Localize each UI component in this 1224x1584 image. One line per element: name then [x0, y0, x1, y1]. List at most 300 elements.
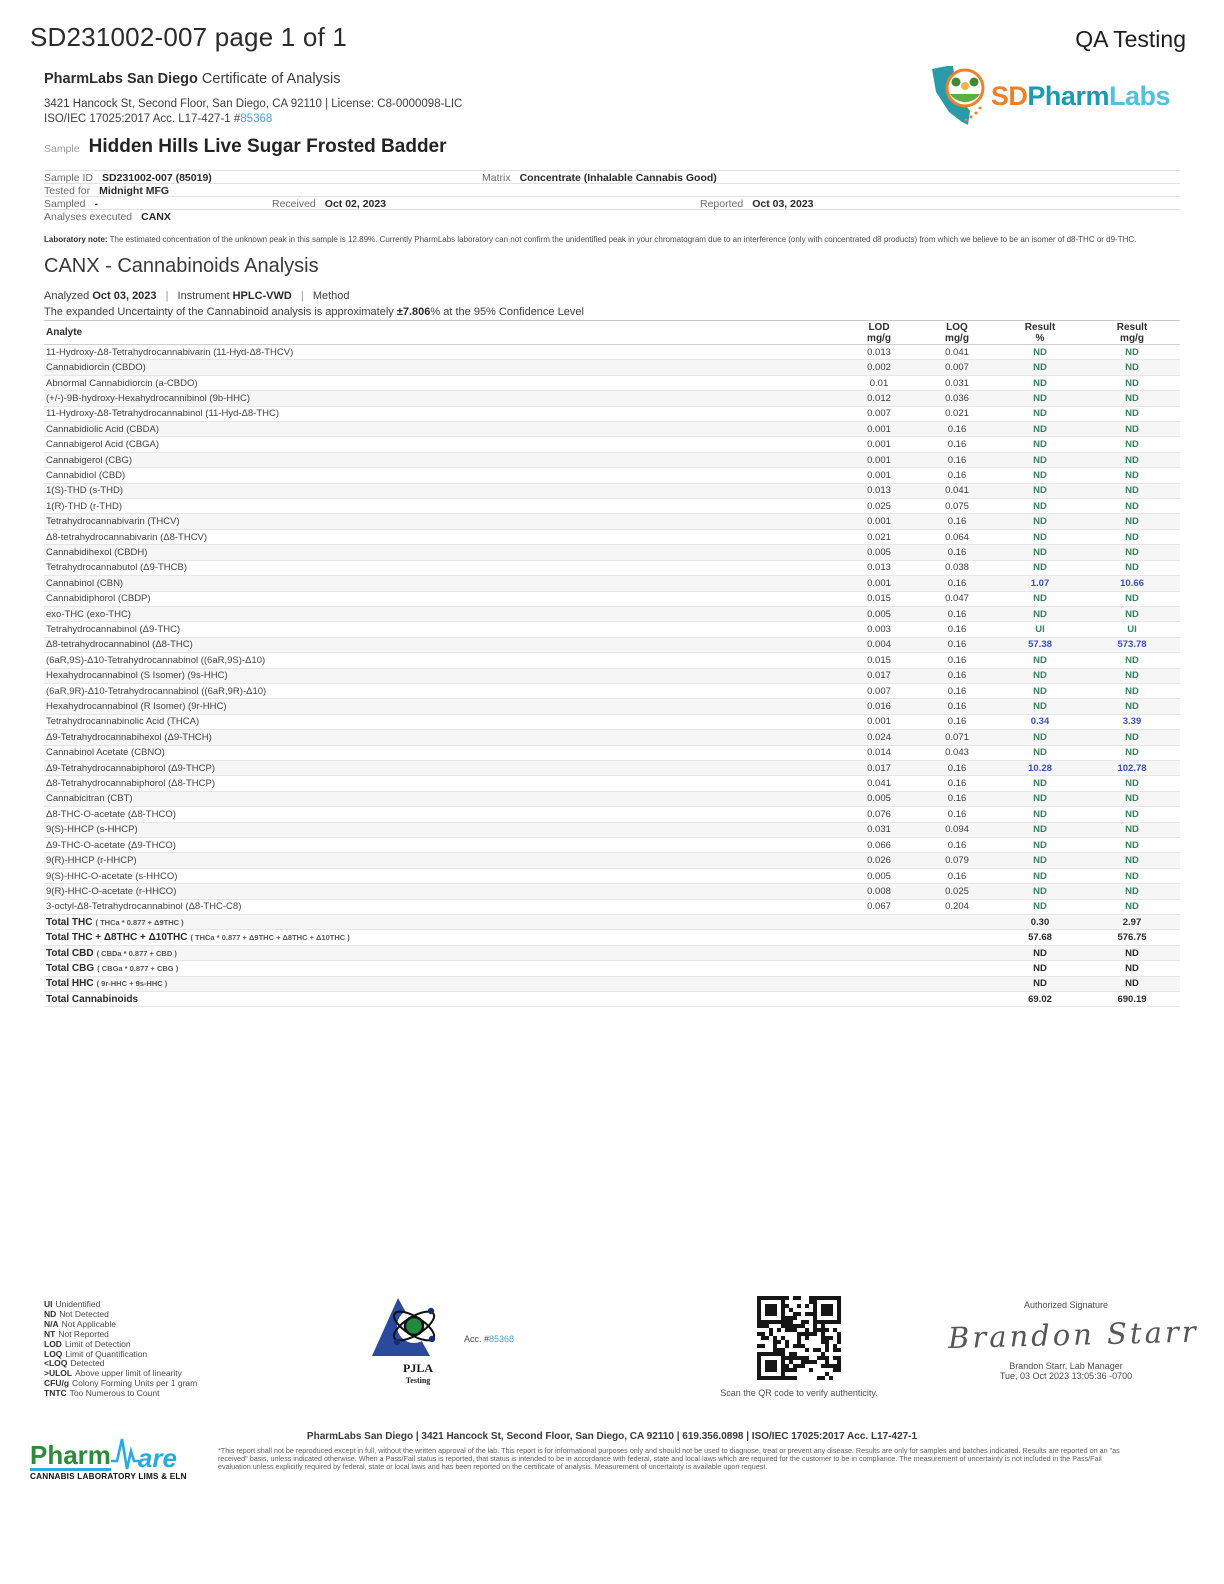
- lod-value: 0.001: [867, 439, 891, 451]
- table-row: [44, 360, 1180, 375]
- analyte-name: 9(R)-HHCP (r-HHCP): [46, 855, 137, 867]
- lod-value: 0.066: [867, 839, 891, 851]
- analyte-name: 3-octyl-Δ8-Tetrahydrocannabinol (Δ8-THC-C8): [46, 901, 242, 913]
- loq-value: 0.16: [947, 685, 967, 697]
- sampled-label: Sampled: [44, 198, 86, 210]
- result-percent: 0.30: [1030, 916, 1050, 928]
- logo-sd-text: SD: [990, 80, 1028, 111]
- table-row: [44, 761, 1180, 776]
- legend-text: Limit of Detection: [64, 1338, 131, 1349]
- lod-value: 0.067: [867, 901, 891, 913]
- pjla-accreditation-block: [360, 1296, 515, 1385]
- analysis-meta-line: [44, 289, 584, 305]
- result-mgg: ND: [1125, 824, 1139, 836]
- qr-code: [757, 1296, 841, 1380]
- pjla-logo-icon: [368, 1296, 468, 1360]
- result-percent: ND: [1033, 593, 1047, 605]
- qr-block: [718, 1296, 880, 1398]
- table-row: [44, 946, 1180, 961]
- result-percent: ND: [1033, 454, 1047, 466]
- lod-value: 0.005: [867, 608, 891, 620]
- instrument-label: Instrument: [177, 290, 230, 302]
- result-mgg: ND: [1125, 593, 1139, 605]
- separator: |: [165, 290, 169, 302]
- pjla-name: PJLA: [403, 1361, 433, 1375]
- result-mgg: ND: [1125, 947, 1139, 959]
- result-mgg: ND: [1125, 608, 1139, 620]
- lod-value: 0.015: [867, 593, 891, 605]
- result-percent: ND: [1033, 962, 1047, 974]
- doc-type-label: Certificate of Analysis: [201, 71, 341, 87]
- loq-value: 0.16: [947, 670, 967, 682]
- sample-id-value: SD231002-007 (85019): [102, 172, 212, 184]
- received-pair: [272, 199, 386, 209]
- result-mgg: ND: [1125, 701, 1139, 713]
- analyte-name: Cannabinol Acetate (CBNO): [46, 747, 165, 759]
- analyte-name: Total CBG: [46, 962, 95, 974]
- result-mgg: 2.97: [1122, 916, 1142, 928]
- lod-value: 0.001: [867, 577, 891, 589]
- analyte-name: Cannabidiphorol (CBDP): [46, 593, 151, 605]
- result-percent: 0.34: [1030, 716, 1050, 728]
- table-row: [44, 684, 1180, 699]
- lab-name-line: [44, 71, 341, 87]
- logo-labs-text: Labs: [1108, 80, 1170, 111]
- result-mgg: ND: [1125, 870, 1139, 882]
- analysis-meta: [44, 289, 584, 320]
- meta-row-tested-for: [44, 183, 1180, 196]
- laboratory-note-text: The estimated concentration of the unknown peak in this sample is 12.89%. Currently PharmLabs laboratory can not confirm the unidentified peak in your chromatogram due to an interference (only with concentrated d8 products) from which we believe to be an isomer of d8-THC or d9-THC.: [107, 235, 1137, 244]
- result-percent: ND: [1033, 885, 1047, 897]
- loq-value: 0.16: [947, 808, 967, 820]
- result-mgg: ND: [1125, 839, 1139, 851]
- result-percent: ND: [1033, 824, 1047, 836]
- meta-row-dates: [44, 196, 1180, 209]
- uncertainty-suffix: % at the 95% Confidence Level: [430, 305, 584, 318]
- result-mgg: ND: [1125, 362, 1139, 374]
- loq-value: 0.075: [945, 500, 969, 512]
- table-row: [44, 468, 1180, 483]
- analyte-name: Tetrahydrocannabutol (Δ9-THCB): [46, 562, 187, 574]
- pjla-acc-number-link[interactable]: 85368: [489, 1334, 515, 1344]
- result-percent: ND: [1033, 408, 1047, 420]
- legend-text: Not Detected: [59, 1308, 109, 1319]
- result-mgg: ND: [1125, 377, 1139, 389]
- analyte-name: (+/-)-9B-hydroxy-Hexahydrocannibinol (9b-HHC): [46, 392, 251, 404]
- lod-value: 0.015: [867, 654, 891, 666]
- meta-row-sample-id: [44, 170, 1180, 183]
- lod-value: 0.003: [867, 624, 891, 636]
- footer-disclaimer: *This report shall not be reproduced except in full, without the written approval of the lab. This report is for informational purposes only and should not be used to diagnose, treat or prevent any disease. Results are only for samples and batches indicated. Results are reported on an "as received" basis, unless indicated otherwise. When a Pass/Fail status is reported, that status is intended to be in accordance with federal, state and local laws which are required for the customer to be in compliance. The measurement of uncertainty is not included in the Pass/Fail evaluation unless explicitly required by federal, state or local laws and has been reported on the certificate of analysis. Measurement of uncertainty is available upon request.: [218, 1446, 1120, 1471]
- table-row: [44, 622, 1180, 637]
- lod-value: 0.002: [867, 362, 891, 374]
- result-mgg: ND: [1125, 454, 1139, 466]
- table-row: [44, 746, 1180, 761]
- sample-label: Sample: [44, 143, 80, 155]
- result-mgg: ND: [1125, 901, 1139, 913]
- lod-value: 0.026: [867, 855, 891, 867]
- analyte-name: Tetrahydrocannabinolic Acid (THCA): [46, 716, 200, 728]
- legend-text: Limit of Quantification: [65, 1348, 148, 1359]
- table-row: [44, 514, 1180, 529]
- result-percent: ND: [1033, 978, 1047, 990]
- result-mgg: ND: [1125, 485, 1139, 497]
- result-mgg: ND: [1125, 962, 1139, 974]
- result-mgg: ND: [1125, 670, 1139, 682]
- analyte-name: Total Cannabinoids: [46, 993, 139, 1005]
- analyte-name: Cannabigerol (CBG): [46, 454, 133, 466]
- result-mgg: ND: [1125, 778, 1139, 790]
- lab-address-line: 3421 Hancock St, Second Floor, San Diego, CA 92110 | License: C8-0000098-LIC: [44, 98, 463, 110]
- loq-value: 0.16: [947, 469, 967, 481]
- loq-value: 0.038: [945, 562, 969, 574]
- result-percent: 1.07: [1030, 577, 1050, 589]
- analyte-formula: ( CBGa * 0.877 + CBG ): [97, 963, 179, 973]
- result-percent: 57.68: [1028, 932, 1052, 944]
- california-badge-icon: [929, 64, 987, 128]
- pharmware-logo: [30, 1437, 210, 1481]
- loq-value: 0.16: [947, 624, 967, 636]
- table-row: [44, 930, 1180, 945]
- result-percent: ND: [1033, 608, 1047, 620]
- loq-value: 0.031: [945, 377, 969, 389]
- table-row: [44, 730, 1180, 745]
- table-row: [44, 838, 1180, 853]
- legend-abbr: UI: [44, 1299, 53, 1309]
- header-loq: LOQ mg/g: [945, 321, 969, 344]
- accreditation-prefix: ISO/IEC 17025:2017 Acc. L17-427-1 #: [44, 113, 241, 125]
- legend-abbr: >ULOL: [44, 1368, 73, 1379]
- loq-value: 0.16: [947, 654, 967, 666]
- result-mgg: ND: [1125, 885, 1139, 897]
- analyte-name: 1(R)-THD (r-THD): [46, 500, 122, 512]
- analyte-name: 9(R)-HHC-O-acetate (r-HHCO): [46, 885, 177, 897]
- result-percent: ND: [1033, 562, 1047, 574]
- analyte-name: Δ9-THC-O-acetate (Δ9-THCO): [46, 839, 176, 851]
- loq-value: 0.071: [945, 731, 969, 743]
- table-row: [44, 530, 1180, 545]
- lod-value: 0.017: [867, 762, 891, 774]
- result-percent: ND: [1033, 439, 1047, 451]
- header-analyte: Analyte: [46, 327, 83, 338]
- result-percent: ND: [1033, 485, 1047, 497]
- result-mgg: ND: [1125, 978, 1139, 990]
- loq-value: 0.041: [945, 485, 969, 497]
- legend-abbr: <LOQ: [44, 1358, 68, 1369]
- lod-value: 0.001: [867, 423, 891, 435]
- table-row: [44, 715, 1180, 730]
- table-row: [44, 776, 1180, 791]
- legend-abbr: ND: [44, 1308, 57, 1319]
- result-percent: 57.38: [1028, 639, 1052, 651]
- lab-accreditation-line: [44, 112, 462, 127]
- abbreviation-legend: [44, 1300, 197, 1399]
- legend-text: Not Applicable: [61, 1318, 116, 1329]
- legend-abbr: N/A: [44, 1318, 59, 1329]
- legend-text: Too Numerous to Count: [69, 1388, 160, 1399]
- result-mgg: ND: [1125, 500, 1139, 512]
- matrix-label: Matrix: [482, 172, 511, 184]
- result-percent: ND: [1033, 392, 1047, 404]
- header-result-mgg: Result mg/g: [1116, 321, 1148, 344]
- instrument-value: HPLC-VWD: [232, 290, 292, 302]
- table-row: [44, 869, 1180, 884]
- table-row: [44, 792, 1180, 807]
- signature-block: [947, 1300, 1200, 1381]
- reported-pair: [700, 199, 814, 209]
- result-percent: ND: [1033, 346, 1047, 358]
- lod-value: 0.017: [867, 670, 891, 682]
- analyte-name: 9(S)-HHC-O-acetate (s-HHCO): [46, 870, 178, 882]
- uncertainty-value: ±7.806: [396, 305, 431, 318]
- analyte-name: Cannabidiorcin (CBDO): [46, 362, 146, 374]
- loq-value: 0.16: [947, 454, 967, 466]
- table-row: [44, 961, 1180, 976]
- result-percent: ND: [1033, 839, 1047, 851]
- loq-value: 0.16: [947, 701, 967, 713]
- loq-value: 0.16: [947, 793, 967, 805]
- result-mgg: UI: [1127, 624, 1137, 636]
- result-mgg: 690.19: [1117, 993, 1147, 1005]
- lod-value: 0.007: [867, 685, 891, 697]
- loq-value: 0.16: [947, 577, 967, 589]
- result-percent: ND: [1033, 531, 1047, 543]
- lab-address-block: [44, 97, 462, 127]
- result-mgg: 576.75: [1117, 932, 1147, 944]
- table-row: [44, 607, 1180, 622]
- reported-label: Reported: [700, 198, 744, 210]
- result-percent: ND: [1033, 654, 1047, 666]
- lod-value: 0.031: [867, 824, 891, 836]
- analyte-name: Hexahydrocannabinol (S Isomer) (9s-HHC): [46, 670, 228, 682]
- uncertainty-prefix: The expanded Uncertainty of the Cannabinoid analysis is approximately: [44, 305, 397, 318]
- analyte-name: Δ8-THC-O-acetate (Δ8-THCO): [46, 808, 176, 820]
- result-percent: ND: [1033, 423, 1047, 435]
- analyte-name: 11-Hydroxy-Δ8-Tetrahydrocannabivarin (11-Hyd-Δ8-THCV): [46, 346, 294, 358]
- analyte-name: 11-Hydroxy-Δ8-Tetrahydrocannabinol (11-Hyd-Δ8-THC): [46, 408, 280, 420]
- result-percent: ND: [1033, 377, 1047, 389]
- lod-value: 0.025: [867, 500, 891, 512]
- analyte-name: Total CBD: [46, 947, 94, 959]
- result-mgg: ND: [1125, 346, 1139, 358]
- result-mgg: ND: [1125, 654, 1139, 666]
- analyses-label: Analyses executed: [44, 211, 133, 223]
- result-mgg: ND: [1125, 747, 1139, 759]
- table-row: [44, 545, 1180, 560]
- lab-name: PharmLabs San Diego: [44, 71, 198, 87]
- separator: |: [300, 290, 304, 302]
- lod-value: 0.041: [867, 778, 891, 790]
- pharmware-pharm-text: Pharm: [30, 1440, 111, 1470]
- analyte-name: exo-THC (exo-THC): [46, 608, 131, 620]
- result-percent: ND: [1033, 546, 1047, 558]
- loq-value: 0.16: [947, 423, 967, 435]
- lod-value: 0.013: [867, 562, 891, 574]
- legend-text: Unidentified: [55, 1299, 101, 1309]
- lod-value: 0.014: [867, 747, 891, 759]
- result-percent: ND: [1033, 500, 1047, 512]
- analyte-name: Cannabigerol Acid (CBGA): [46, 439, 159, 451]
- analyte-name: 9(S)-HHCP (s-HHCP): [46, 824, 138, 836]
- sdpharmlabs-wordmark: [991, 81, 1170, 112]
- received-label: Received: [272, 198, 316, 210]
- analyte-name: Tetrahydrocannabivarin (THCV): [46, 516, 180, 528]
- lod-value: 0.016: [867, 701, 891, 713]
- analyzed-value: Oct 03, 2023: [92, 290, 157, 302]
- table-row: [44, 592, 1180, 607]
- pharmware-wordmark: [30, 1437, 210, 1471]
- analyte-name: Cannabidiol (CBD): [46, 469, 126, 481]
- loq-value: 0.064: [945, 531, 969, 543]
- lod-value: 0.008: [867, 885, 891, 897]
- analyte-name: Total THC + Δ8THC + Δ10THC: [46, 932, 188, 944]
- analyte-formula: ( CBDa * 0.877 + CBD ): [96, 948, 177, 958]
- result-percent: ND: [1033, 778, 1047, 790]
- result-percent: ND: [1033, 469, 1047, 481]
- table-body: [44, 345, 1180, 1007]
- lod-value: 0.001: [867, 454, 891, 466]
- legend-text: Not Reported: [58, 1328, 109, 1339]
- loq-value: 0.036: [945, 392, 969, 404]
- analyte-name: Cannabinol (CBN): [46, 577, 124, 589]
- lod-value: 0.007: [867, 408, 891, 420]
- table-row: [44, 977, 1180, 992]
- analyte-name: Total HHC: [46, 978, 94, 990]
- section-title: CANX - Cannabinoids Analysis: [44, 255, 319, 277]
- lod-value: 0.021: [867, 531, 891, 543]
- analyte-name: Tetrahydrocannabinol (Δ9-THC): [46, 624, 181, 636]
- result-percent: ND: [1033, 731, 1047, 743]
- analyte-name: 1(S)-THD (s-THD): [46, 485, 124, 497]
- result-mgg: 102.78: [1117, 762, 1147, 774]
- table-row: [44, 669, 1180, 684]
- lod-value: 0.001: [867, 716, 891, 728]
- result-percent: ND: [1033, 747, 1047, 759]
- matrix-pair: [482, 173, 717, 183]
- laboratory-note: [44, 235, 1190, 245]
- table-row: [44, 699, 1180, 714]
- result-percent: ND: [1033, 670, 1047, 682]
- loq-value: 0.16: [947, 608, 967, 620]
- table-row: [44, 437, 1180, 452]
- result-mgg: 10.66: [1120, 577, 1144, 589]
- result-mgg: ND: [1125, 392, 1139, 404]
- loq-value: 0.204: [945, 901, 969, 913]
- lod-value: 0.013: [867, 346, 891, 358]
- loq-value: 0.16: [947, 639, 967, 651]
- loq-value: 0.021: [945, 408, 969, 420]
- analyte-name: Cannabidiolic Acid (CBDA): [46, 423, 159, 435]
- table-row: [44, 422, 1180, 437]
- lod-value: 0.012: [867, 392, 891, 404]
- table-row: [44, 499, 1180, 514]
- loq-value: 0.16: [947, 778, 967, 790]
- method-label: Method: [312, 290, 350, 302]
- sample-id-label: Sample ID: [44, 172, 94, 184]
- analyte-name: Δ8-tetrahydrocannabinol (Δ8-THC): [46, 639, 193, 651]
- result-percent: ND: [1033, 685, 1047, 697]
- result-mgg: ND: [1125, 408, 1139, 420]
- pjla-sub: Testing: [405, 1376, 431, 1385]
- sample-meta: [44, 170, 1180, 222]
- table-row: [44, 345, 1180, 360]
- result-mgg: ND: [1125, 546, 1139, 558]
- lod-value: 0.005: [867, 793, 891, 805]
- header-lod: LOD mg/g: [867, 321, 891, 344]
- table-row: [44, 638, 1180, 653]
- table-row: [44, 561, 1180, 576]
- meta-row-analyses: [44, 209, 1180, 222]
- analyte-name: Total THC: [46, 916, 93, 928]
- legend-text: Detected: [70, 1358, 105, 1369]
- loq-value: 0.16: [947, 839, 967, 851]
- analyte-name: (6aR,9R)-Δ10-Tetrahydrocannabinol ((6aR,9R)-Δ10): [46, 685, 267, 697]
- table-header: [44, 320, 1180, 345]
- loq-value: 0.047: [945, 593, 969, 605]
- result-mgg: ND: [1125, 423, 1139, 435]
- result-mgg: ND: [1125, 439, 1139, 451]
- analyte-formula: ( THCa * 0.877 + Δ9THC + Δ8THC + Δ10THC ): [190, 933, 350, 943]
- analyte-name: Hexahydrocannabinol (R Isomer) (9r-HHC): [46, 701, 227, 713]
- table-row: [44, 576, 1180, 591]
- legend-abbr: TNTC: [44, 1388, 67, 1399]
- analyte-name: Abnormal Cannabidiorcin (a-CBDO): [46, 377, 198, 389]
- legend-abbr: LOD: [44, 1338, 62, 1349]
- cannabinoids-table: [44, 320, 1180, 1007]
- table-row: [44, 376, 1180, 391]
- result-percent: ND: [1033, 808, 1047, 820]
- table-row: [44, 823, 1180, 838]
- lod-value: 0.076: [867, 808, 891, 820]
- analyte-name: Δ8-Tetrahydrocannabiphorol (Δ8-THCP): [46, 778, 215, 790]
- tested-for-value: Midnight MFG: [99, 185, 170, 197]
- pharmware-subtitle: CANNABIS LABORATORY LIMS & ELN: [30, 1472, 187, 1481]
- lod-value: 0.005: [867, 870, 891, 882]
- received-value: Oct 02, 2023: [324, 198, 387, 210]
- uncertainty-line: [44, 305, 584, 321]
- signer-name: Brandon Starr, Lab Manager: [1009, 1361, 1123, 1371]
- result-mgg: ND: [1125, 469, 1139, 481]
- result-percent: ND: [1033, 793, 1047, 805]
- pjla-acc-line: [464, 1334, 514, 1344]
- table-row: [44, 853, 1180, 868]
- signature-title: Authorized Signature: [1023, 1300, 1109, 1310]
- logo-pharm-text: Pharm: [1027, 80, 1109, 111]
- lod-value: 0.001: [867, 516, 891, 528]
- qr-caption: Scan the QR code to verify authenticity.: [720, 1388, 878, 1398]
- table-row: [44, 915, 1180, 930]
- result-mgg: ND: [1125, 531, 1139, 543]
- result-percent: ND: [1033, 901, 1047, 913]
- result-mgg: ND: [1125, 855, 1139, 867]
- result-percent: 69.02: [1028, 993, 1052, 1005]
- result-mgg: 3.39: [1122, 716, 1142, 728]
- matrix-value: Concentrate (Inhalable Cannabis Good): [519, 172, 717, 184]
- legend-abbr: CFU/g: [44, 1378, 70, 1389]
- loq-value: 0.043: [945, 747, 969, 759]
- accreditation-number-link[interactable]: 85368: [240, 113, 273, 125]
- table-row: [44, 391, 1180, 406]
- signature-script: Brandon Starr: [947, 1314, 1200, 1356]
- pharmware-ware-text: are: [137, 1443, 177, 1473]
- result-mgg: ND: [1125, 685, 1139, 697]
- lod-value: 0.005: [867, 546, 891, 558]
- loq-value: 0.16: [947, 439, 967, 451]
- table-row: [44, 884, 1180, 899]
- page-title: SD231002-007 page 1 of 1: [30, 22, 348, 52]
- footer-address-line: PharmLabs San Diego | 3421 Hancock St, Second Floor, San Diego, CA 92110 | 619.356.0898 | ISO/IEC 17025:2017 Acc. L17-427-1: [306, 1431, 918, 1442]
- qa-testing-label: QA Testing: [1075, 26, 1186, 52]
